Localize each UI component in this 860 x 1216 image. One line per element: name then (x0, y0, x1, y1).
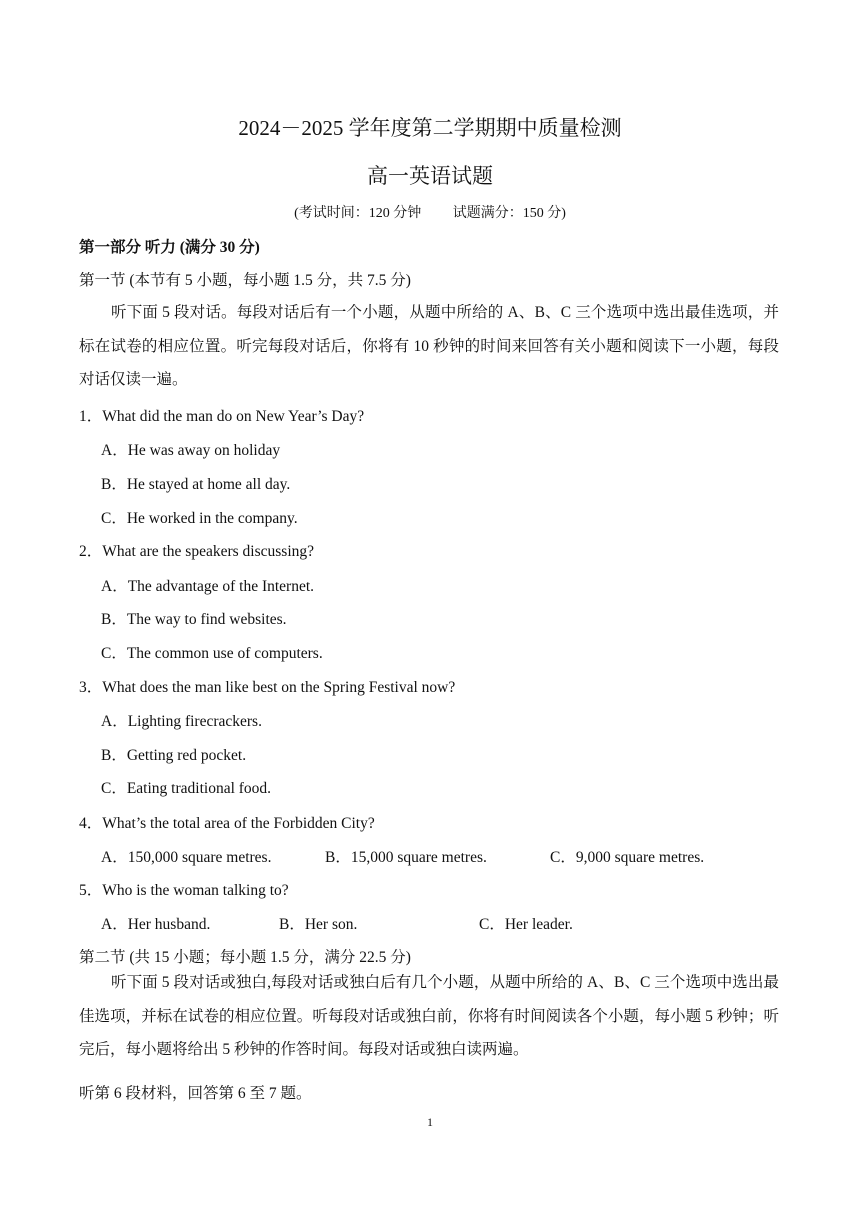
question-5-option-b: B．Her son. (279, 916, 358, 933)
question-3-stem: 3．What does the man like best on the Spring Festival now? (79, 679, 456, 696)
question-5-stem: 5．Who is the woman talking to? (79, 882, 289, 899)
question-4-stem: 4．What’s the total area of the Forbidden City? (79, 815, 375, 832)
page-number: 1 (427, 1115, 433, 1129)
part1-heading: 第一部分 听力 (满分 30 分) (79, 239, 260, 256)
question-5-option-c: C．Her leader. (479, 916, 573, 933)
section1-heading: 第一节 (本节有 5 小题，每小题 1.5 分，共 7.5 分) (79, 272, 411, 289)
exam-score: 试题满分：150 分) (452, 206, 566, 221)
question-1-option-c: C．He worked in the company. (101, 510, 298, 527)
question-1-option-b: B．He stayed at home all day. (101, 476, 291, 493)
question-3-option-c: C．Eating traditional food. (101, 780, 272, 797)
section1-instructions: 听下面 5 段对话。每段对话后有一个小题，从题中所给的 A、B、C 三个选项中选出最佳选项，并标在试卷的相应位置。听完每段对话后，你将有 10 秒钟的时间来回答有关小题和阅读下一小题，每段对话仅读一遍。 (79, 304, 779, 388)
exam-title: 2024－2025 学年度第二学期期中质量检测 (238, 116, 622, 140)
question-3-option-b: B．Getting red pocket. (101, 747, 247, 764)
section2-instructions: 听下面 5 段对话或独白,每段对话或独白后有几个小题，从题中所给的 A、B、C 三个选项中选出最佳选项，并标在试卷的相应位置。听每段对话或独白前，你将有时间阅读各个小题，每小题 5 秒钟；听完后，每小题将给出 5 秒钟的作答时间。每段对话或独白读两遍。 (79, 974, 779, 1058)
section2-heading: 第二节 (共 15 小题；每小题 1.5 分，满分 22.5 分) (79, 949, 411, 966)
question-1-option-a: A．He was away on holiday (101, 442, 281, 459)
question-2-option-a: A．The advantage of the Internet. (101, 578, 315, 595)
question-2-option-c: C．The common use of computers. (101, 645, 323, 662)
question-2-option-b: B．The way to find websites. (101, 611, 287, 628)
question-2-stem: 2．What are the speakers discussing? (79, 543, 315, 560)
exam-subtitle: 高一英语试题 (367, 164, 493, 188)
question-4-option-b: B．15,000 square metres. (325, 849, 487, 866)
question-3-option-a: A．Lighting firecrackers. (101, 713, 262, 730)
question-5-option-a: A．Her husband. (101, 916, 211, 933)
question-4-option-a: A．150,000 square metres. (101, 849, 272, 866)
exam-info (0, 202, 860, 222)
question-4-option-c: C．9,000 square metres. (550, 849, 705, 866)
exam-time: (考试时间：120 分钟 (294, 206, 422, 221)
material-intro: 听第 6 段材料，回答第 6 至 7 题。 (79, 1085, 312, 1102)
question-1-stem: 1．What did the man do on New Year’s Day? (79, 408, 365, 425)
